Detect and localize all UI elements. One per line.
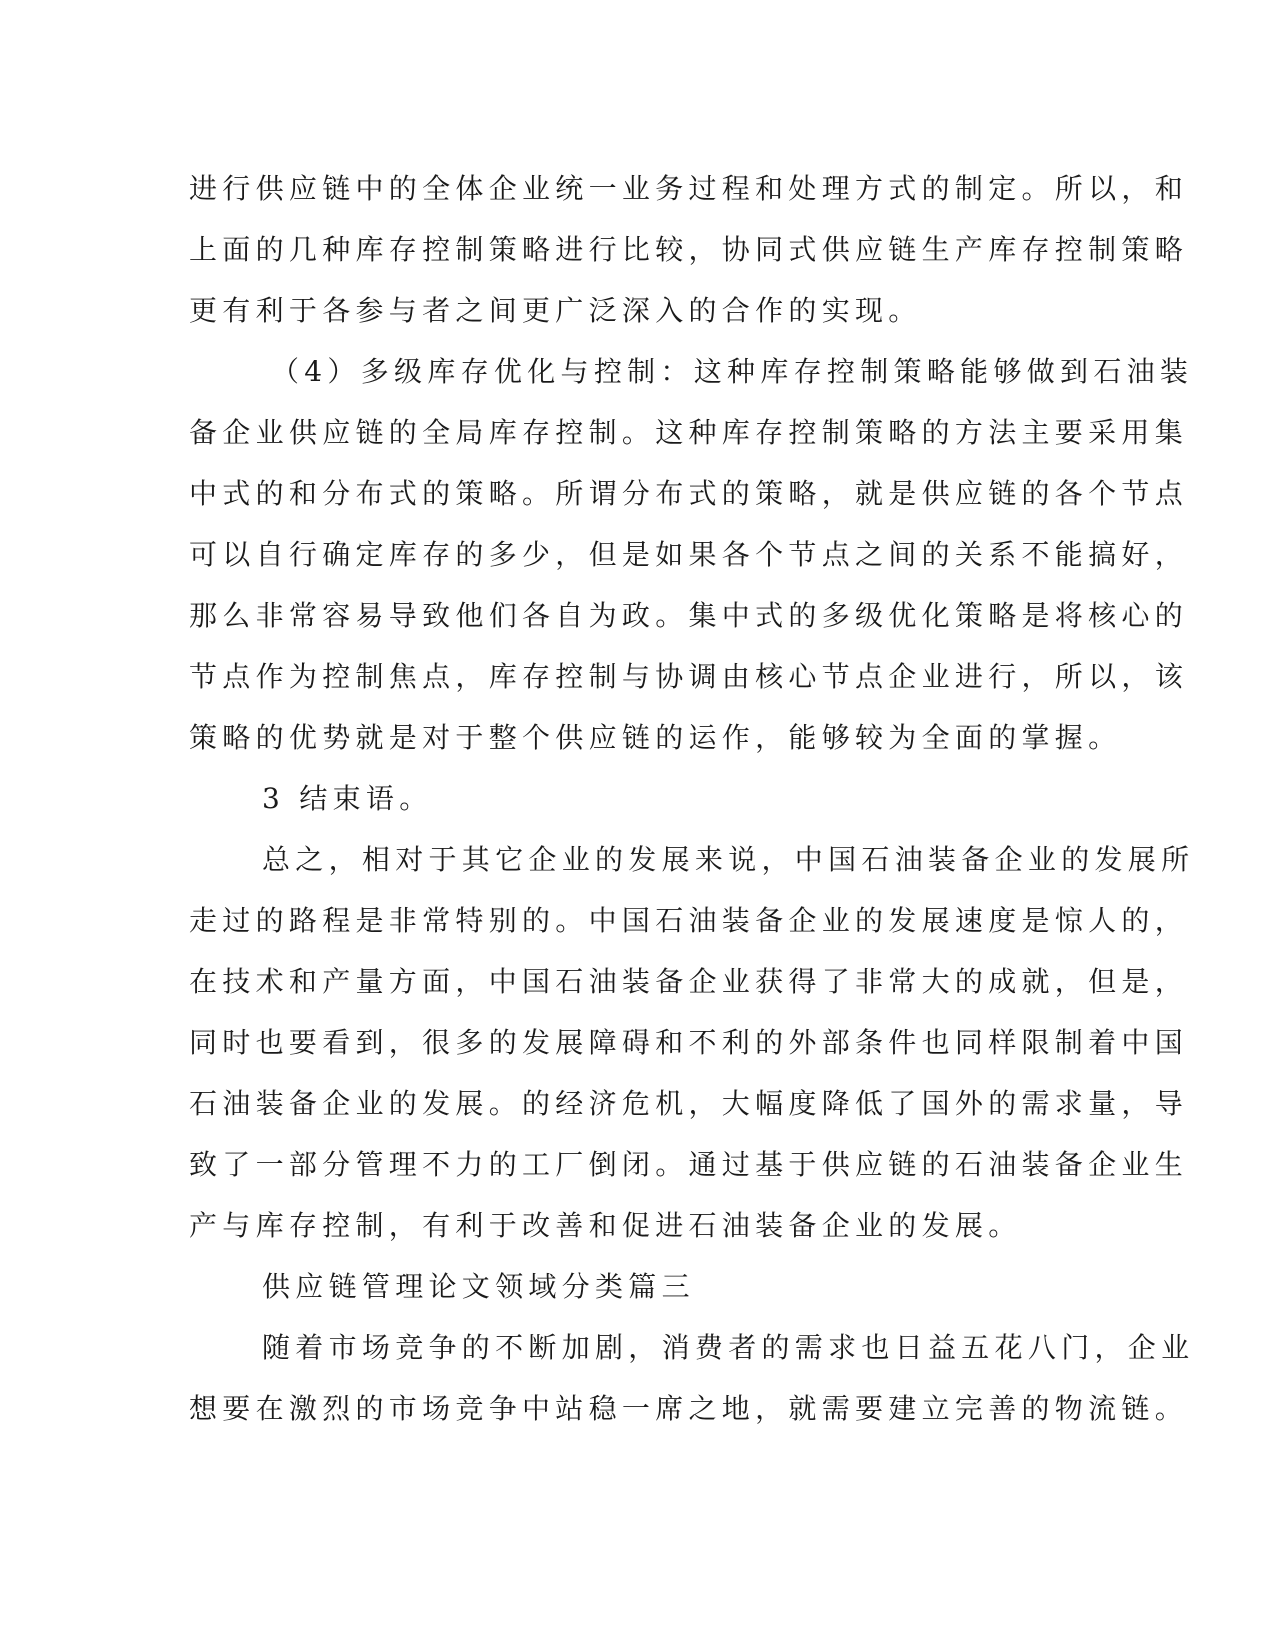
document-body xyxy=(189,158,1195,1439)
text-line: 产与库存控制，有利于改善和促进石油装备企业的发展。 xyxy=(189,1209,1022,1242)
text-line: 上面的几种库存控制策略进行比较，协同式供应链生产库存控制策略 xyxy=(189,233,1189,266)
text-line: 随着市场竞争的不断加剧，消费者的需求也日益五花八门，企业 xyxy=(262,1331,1195,1364)
text-line: 中式的和分布式的策略。所谓分布式的策略，就是供应链的各个节点 xyxy=(189,477,1189,510)
text-line: 在技术和产量方面，中国石油装备企业获得了非常大的成就，但是， xyxy=(189,965,1189,998)
text-line: 总之，相对于其它企业的发展来说，中国石油装备企业的发展所 xyxy=(262,843,1195,876)
text-line: 策略的优势就是对于整个供应链的运作，能够较为全面的掌握。 xyxy=(189,721,1122,754)
text-line: 可以自行确定库存的多少，但是如果各个节点之间的关系不能搞好， xyxy=(189,538,1189,571)
text-line: 更有利于各参与者之间更广泛深入的合作的实现。 xyxy=(189,294,922,327)
text-line: 想要在激烈的市场竞争中站稳一席之地，就需要建立完善的物流链。 xyxy=(189,1392,1189,1425)
text-line: 同时也要看到，很多的发展障碍和不利的外部条件也同样限制着中国 xyxy=(189,1026,1189,1059)
section-heading: 供应链管理论文领域分类篇三 xyxy=(262,1270,695,1303)
text-line: 备企业供应链的全局库存控制。这种库存控制策略的方法主要采用集 xyxy=(189,416,1189,449)
text-line: 进行供应链中的全体企业统一业务过程和处理方式的制定。所以，和 xyxy=(189,172,1189,205)
section-heading: 3 结束语。 xyxy=(262,782,433,815)
text-line: 走过的路程是非常特别的。中国石油装备企业的发展速度是惊人的， xyxy=(189,904,1189,937)
text-line: 致了一部分管理不力的工厂倒闭。通过基于供应链的石油装备企业生 xyxy=(189,1148,1189,1181)
text-line: 节点作为控制焦点，库存控制与协调由核心节点企业进行，所以，该 xyxy=(189,660,1189,693)
text-line: 那么非常容易导致他们各自为政。集中式的多级优化策略是将核心的 xyxy=(189,599,1189,632)
text-line: （4）多级库存优化与控制：这种库存控制策略能够做到石油装 xyxy=(271,355,1194,388)
text-line: 石油装备企业的发展。的经济危机，大幅度降低了国外的需求量，导 xyxy=(189,1087,1189,1120)
